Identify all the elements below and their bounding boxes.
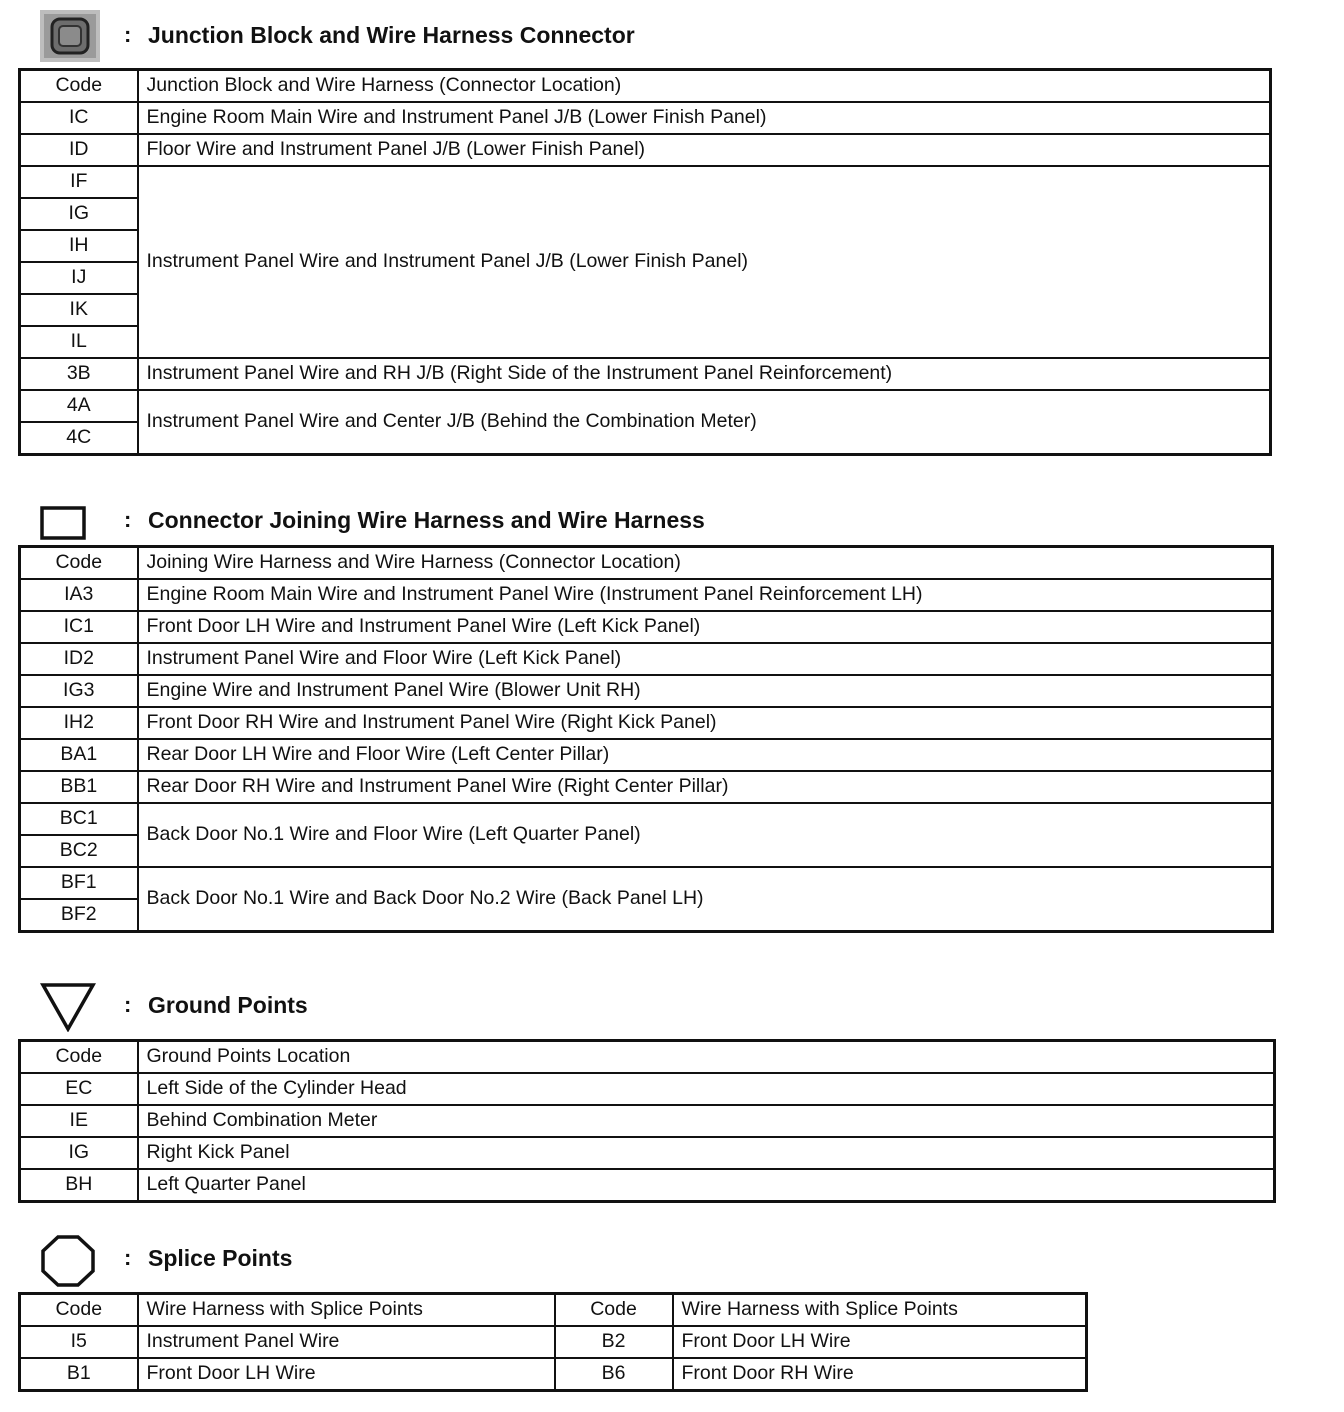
ground-table <box>18 1039 1276 1203</box>
table-row <box>20 1358 1087 1391</box>
table-row <box>20 1137 1275 1169</box>
table-header-row <box>20 1041 1275 1074</box>
ground-triangle-icon <box>40 982 96 1037</box>
ground-heading <box>40 982 440 1030</box>
desc-cell: Instrument Panel Wire and Instrument Panel J/B (Lower Finish Panel) <box>138 166 1271 358</box>
table-row <box>20 102 1271 134</box>
junction-block-icon <box>40 10 100 67</box>
junction-table <box>18 68 1272 456</box>
code-cell: IJ <box>20 262 138 294</box>
code-cell: BA1 <box>20 739 138 771</box>
table-row <box>20 166 1271 198</box>
splice-title: Splice Points <box>148 1245 293 1271</box>
desc-cell: Instrument Panel Wire <box>138 1326 555 1358</box>
code-cell: BF2 <box>20 899 138 932</box>
header-code: Code <box>20 547 138 580</box>
code-cell: BB1 <box>20 771 138 803</box>
desc-cell: Instrument Panel Wire and Center J/B (Behind the Combination Meter) <box>138 390 1271 455</box>
splice-colon: : <box>124 1245 132 1270</box>
code-cell: IE <box>20 1105 138 1137</box>
desc-cell: Rear Door LH Wire and Floor Wire (Left Center Pillar) <box>138 739 1273 771</box>
junction-colon: : <box>124 22 132 47</box>
desc-cell: Floor Wire and Instrument Panel J/B (Lower Finish Panel) <box>138 134 1271 166</box>
splice-table <box>18 1292 1088 1392</box>
code-cell: IL <box>20 326 138 358</box>
code-cell: IC <box>20 102 138 134</box>
desc-cell: Engine Wire and Instrument Panel Wire (Blower Unit RH) <box>138 675 1273 707</box>
table-row <box>20 1073 1275 1105</box>
code-cell: B6 <box>555 1358 673 1391</box>
table-row <box>20 707 1273 739</box>
header-desc: Wire Harness with Splice Points <box>673 1294 1087 1327</box>
desc-cell: Instrument Panel Wire and RH J/B (Right Side of the Instrument Panel Reinforcement) <box>138 358 1271 390</box>
header-code: Code <box>20 1294 138 1327</box>
code-cell: IC1 <box>20 611 138 643</box>
code-cell: ID <box>20 134 138 166</box>
table-row <box>20 771 1273 803</box>
table-row <box>20 739 1273 771</box>
code-cell: BH <box>20 1169 138 1202</box>
code-cell: BC1 <box>20 803 138 835</box>
header-desc: Junction Block and Wire Harness (Connector Location) <box>138 70 1271 103</box>
code-cell: IG <box>20 1137 138 1169</box>
table-row <box>20 134 1271 166</box>
code-cell: ID2 <box>20 643 138 675</box>
connector-colon: : <box>124 507 132 532</box>
code-cell: 4A <box>20 390 138 422</box>
table-row <box>20 579 1273 611</box>
code-cell: 4C <box>20 422 138 455</box>
code-cell: IG3 <box>20 675 138 707</box>
code-cell: IA3 <box>20 579 138 611</box>
code-cell: IG <box>20 198 138 230</box>
table-header-row <box>20 70 1271 103</box>
table-header-row <box>20 1294 1087 1327</box>
table-row <box>20 1169 1275 1202</box>
connector-heading <box>40 500 800 548</box>
desc-cell: Front Door LH Wire <box>673 1326 1087 1358</box>
table-row <box>20 643 1273 675</box>
code-cell: IH2 <box>20 707 138 739</box>
connector-square-icon <box>40 506 86 545</box>
code-cell: IK <box>20 294 138 326</box>
header-desc: Joining Wire Harness and Wire Harness (Connector Location) <box>138 547 1273 580</box>
desc-cell: Left Side of the Cylinder Head <box>138 1073 1275 1105</box>
desc-cell: Engine Room Main Wire and Instrument Panel Wire (Instrument Panel Reinforcement LH) <box>138 579 1273 611</box>
desc-cell: Front Door LH Wire and Instrument Panel Wire (Left Kick Panel) <box>138 611 1273 643</box>
desc-cell: Rear Door RH Wire and Instrument Panel Wire (Right Center Pillar) <box>138 771 1273 803</box>
junction-title: Junction Block and Wire Harness Connector <box>148 22 635 48</box>
connector-title: Connector Joining Wire Harness and Wire Harness <box>148 507 705 533</box>
desc-cell: Instrument Panel Wire and Floor Wire (Left Kick Panel) <box>138 643 1273 675</box>
header-code: Code <box>20 1041 138 1074</box>
table-row <box>20 390 1271 422</box>
desc-cell: Behind Combination Meter <box>138 1105 1275 1137</box>
desc-cell: Front Door RH Wire <box>673 1358 1087 1391</box>
header-code: Code <box>20 70 138 103</box>
header-code: Code <box>555 1294 673 1327</box>
desc-cell: Back Door No.1 Wire and Back Door No.2 Wire (Back Panel LH) <box>138 867 1273 932</box>
code-cell: 3B <box>20 358 138 390</box>
header-desc: Wire Harness with Splice Points <box>138 1294 555 1327</box>
code-cell: BC2 <box>20 835 138 867</box>
connector-table <box>18 545 1274 933</box>
desc-cell: Left Quarter Panel <box>138 1169 1275 1202</box>
table-row <box>20 1105 1275 1137</box>
table-row <box>20 358 1271 390</box>
splice-octagon-icon <box>40 1234 96 1293</box>
desc-cell: Engine Room Main Wire and Instrument Panel J/B (Lower Finish Panel) <box>138 102 1271 134</box>
header-desc: Ground Points Location <box>138 1041 1275 1074</box>
table-row <box>20 675 1273 707</box>
code-cell: EC <box>20 1073 138 1105</box>
code-cell: BF1 <box>20 867 138 899</box>
table-row <box>20 867 1273 899</box>
desc-cell: Back Door No.1 Wire and Floor Wire (Left Quarter Panel) <box>138 803 1273 867</box>
desc-cell: Right Kick Panel <box>138 1137 1275 1169</box>
code-cell: IH <box>20 230 138 262</box>
code-cell: B2 <box>555 1326 673 1358</box>
code-cell: B1 <box>20 1358 138 1391</box>
code-cell: IF <box>20 166 138 198</box>
junction-heading <box>40 10 740 58</box>
table-row <box>20 611 1273 643</box>
splice-heading <box>40 1234 440 1282</box>
desc-cell: Front Door LH Wire <box>138 1358 555 1391</box>
desc-cell: Front Door RH Wire and Instrument Panel Wire (Right Kick Panel) <box>138 707 1273 739</box>
ground-colon: : <box>124 992 132 1017</box>
table-header-row <box>20 547 1273 580</box>
table-row <box>20 803 1273 835</box>
ground-title: Ground Points <box>148 992 308 1018</box>
table-row <box>20 1326 1087 1358</box>
code-cell: I5 <box>20 1326 138 1358</box>
